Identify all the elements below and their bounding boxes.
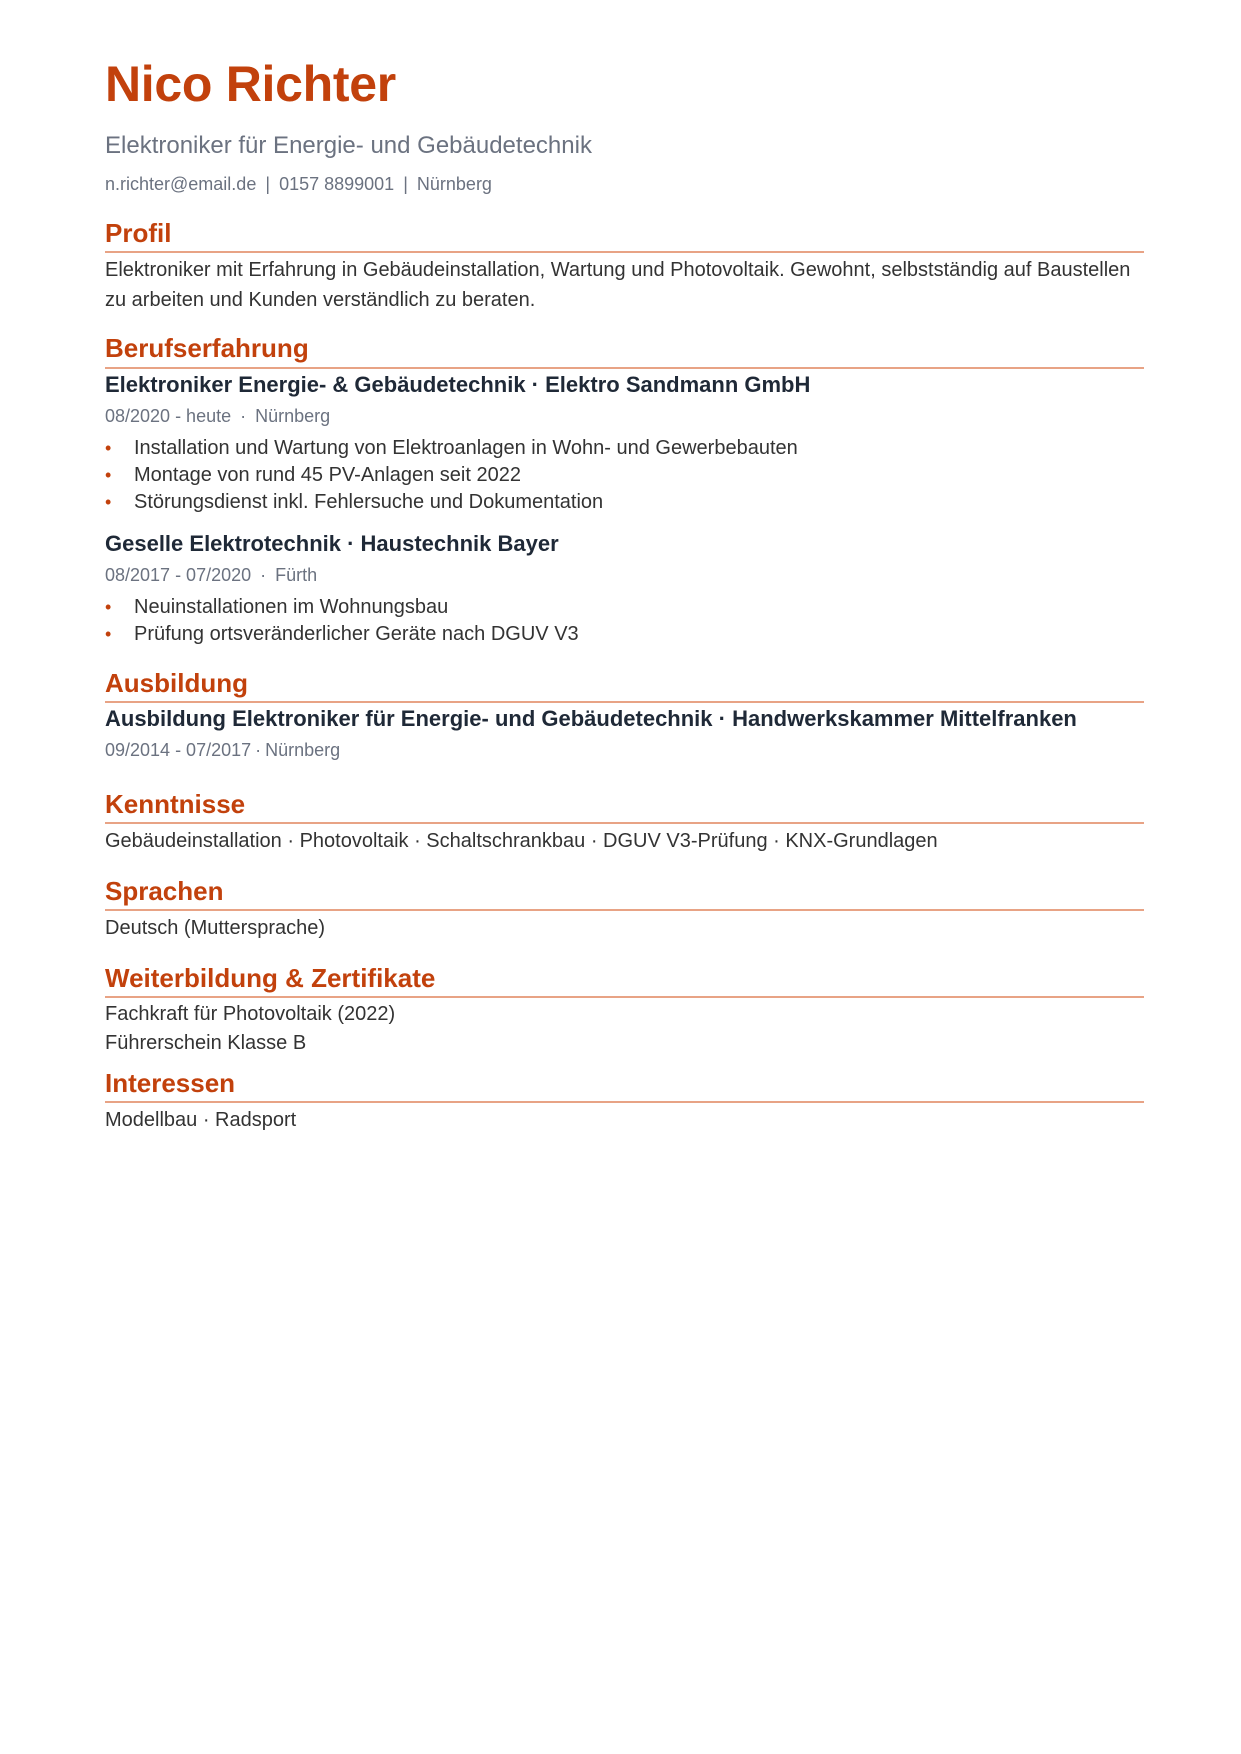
bullet-text: Störungsdienst inkl. Fehlersuche und Dokumentation (134, 490, 604, 513)
contact-city: Nürnberg (416, 173, 492, 194)
bullet-icon: • (105, 623, 112, 644)
list-item (105, 594, 1144, 621)
section-title-skills: Kenntnisse (105, 789, 1144, 824)
contact-separator: | (403, 173, 408, 194)
section-certificates (105, 963, 1144, 1058)
education-entry (105, 705, 1144, 763)
list-item (105, 621, 1144, 648)
job-bullets (105, 594, 1144, 648)
section-experience (105, 333, 1144, 647)
bullet-icon: • (105, 437, 112, 458)
section-skills (105, 789, 1144, 856)
list-item (105, 435, 1144, 462)
job-meta (105, 564, 1144, 587)
meta-separator: · (255, 740, 262, 761)
bullet-icon: • (105, 464, 112, 485)
section-title-experience: Berufserfahrung (105, 333, 1144, 368)
candidate-name: Nico Richter (105, 56, 396, 112)
meta-dot: · (260, 565, 267, 586)
list-item: Führerschein Klasse B (105, 1032, 307, 1055)
contact-email[interactable]: n.richter@email.de (105, 173, 257, 194)
job-meta (105, 405, 1144, 428)
section-languages (105, 876, 1144, 943)
list-item: Fachkraft für Photovoltaik (2022) (105, 1003, 396, 1026)
bullet-text: Installation und Wartung von Elektroanlagen in Wohn- und Gewerbebauten (134, 436, 798, 459)
certificate-list (105, 1000, 1144, 1058)
contact-line (105, 173, 1144, 196)
education-title: Ausbildung Elektroniker für Energie- und Gebäudetechnik · Handwerkskammer Mittelfranken (105, 705, 1077, 731)
languages-text: Deutsch (Muttersprache) (105, 917, 326, 940)
contact-phone[interactable]: 0157 8899001 (279, 173, 395, 194)
education-location: Nürnberg (265, 740, 341, 761)
section-title-certificates: Weiterbildung & Zertifikate (105, 963, 1144, 998)
profile-text: Elektroniker mit Erfahrung in Gebäudeinstallation, Wartung und Photovoltaik. Gewohnt, selbstständig auf Baustellen zu arbeiten und Kunden verständlich zu beraten. (105, 259, 1131, 312)
list-item (105, 489, 1144, 516)
job-bullets (105, 435, 1144, 516)
job-entry (105, 530, 1144, 648)
skills-text: Gebäudeinstallation · Photovoltaik · Schaltschrankbau · DGUV V3-Prüfung · KNX-Grundlagen (105, 829, 938, 852)
bullet-icon: • (105, 491, 112, 512)
list-item (105, 462, 1144, 489)
job-period: 08/2017 - 07/2020 (105, 565, 252, 586)
meta-dot: · (240, 406, 247, 427)
job-location: Fürth (275, 565, 318, 586)
section-title-education: Ausbildung (105, 668, 1144, 703)
bullet-text: Prüfung ortsveränderlicher Geräte nach DGUV V3 (134, 622, 579, 645)
contact-separator: | (265, 173, 271, 194)
job-title: Elektroniker Energie- & Gebäudetechnik · Elektro Sandmann GmbH (105, 371, 811, 397)
job-entry (105, 371, 1144, 516)
candidate-headline: Elektroniker für Energie- und Gebäudetechnik (105, 132, 592, 159)
section-title-languages: Sprachen (105, 876, 1144, 911)
resume-header (105, 54, 1144, 196)
job-period: 08/2020 - heute (105, 406, 232, 427)
section-education (105, 668, 1144, 763)
interests-text: Modellbau · Radsport (105, 1109, 297, 1132)
education-meta (105, 739, 1144, 762)
section-interests (105, 1068, 1144, 1135)
section-title-interests: Interessen (105, 1068, 1144, 1103)
bullet-text: Neuinstallationen im Wohnungsbau (134, 595, 449, 618)
job-location: Nürnberg (255, 406, 331, 427)
section-title-profile: Profil (105, 218, 1144, 253)
education-period: 09/2014 - 07/2017 (105, 740, 252, 761)
job-title: Geselle Elektrotechnik · Haustechnik Bayer (105, 530, 559, 556)
bullet-icon: • (105, 596, 112, 617)
section-profile (105, 218, 1144, 315)
bullet-text: Montage von rund 45 PV-Anlagen seit 2022 (134, 463, 521, 486)
